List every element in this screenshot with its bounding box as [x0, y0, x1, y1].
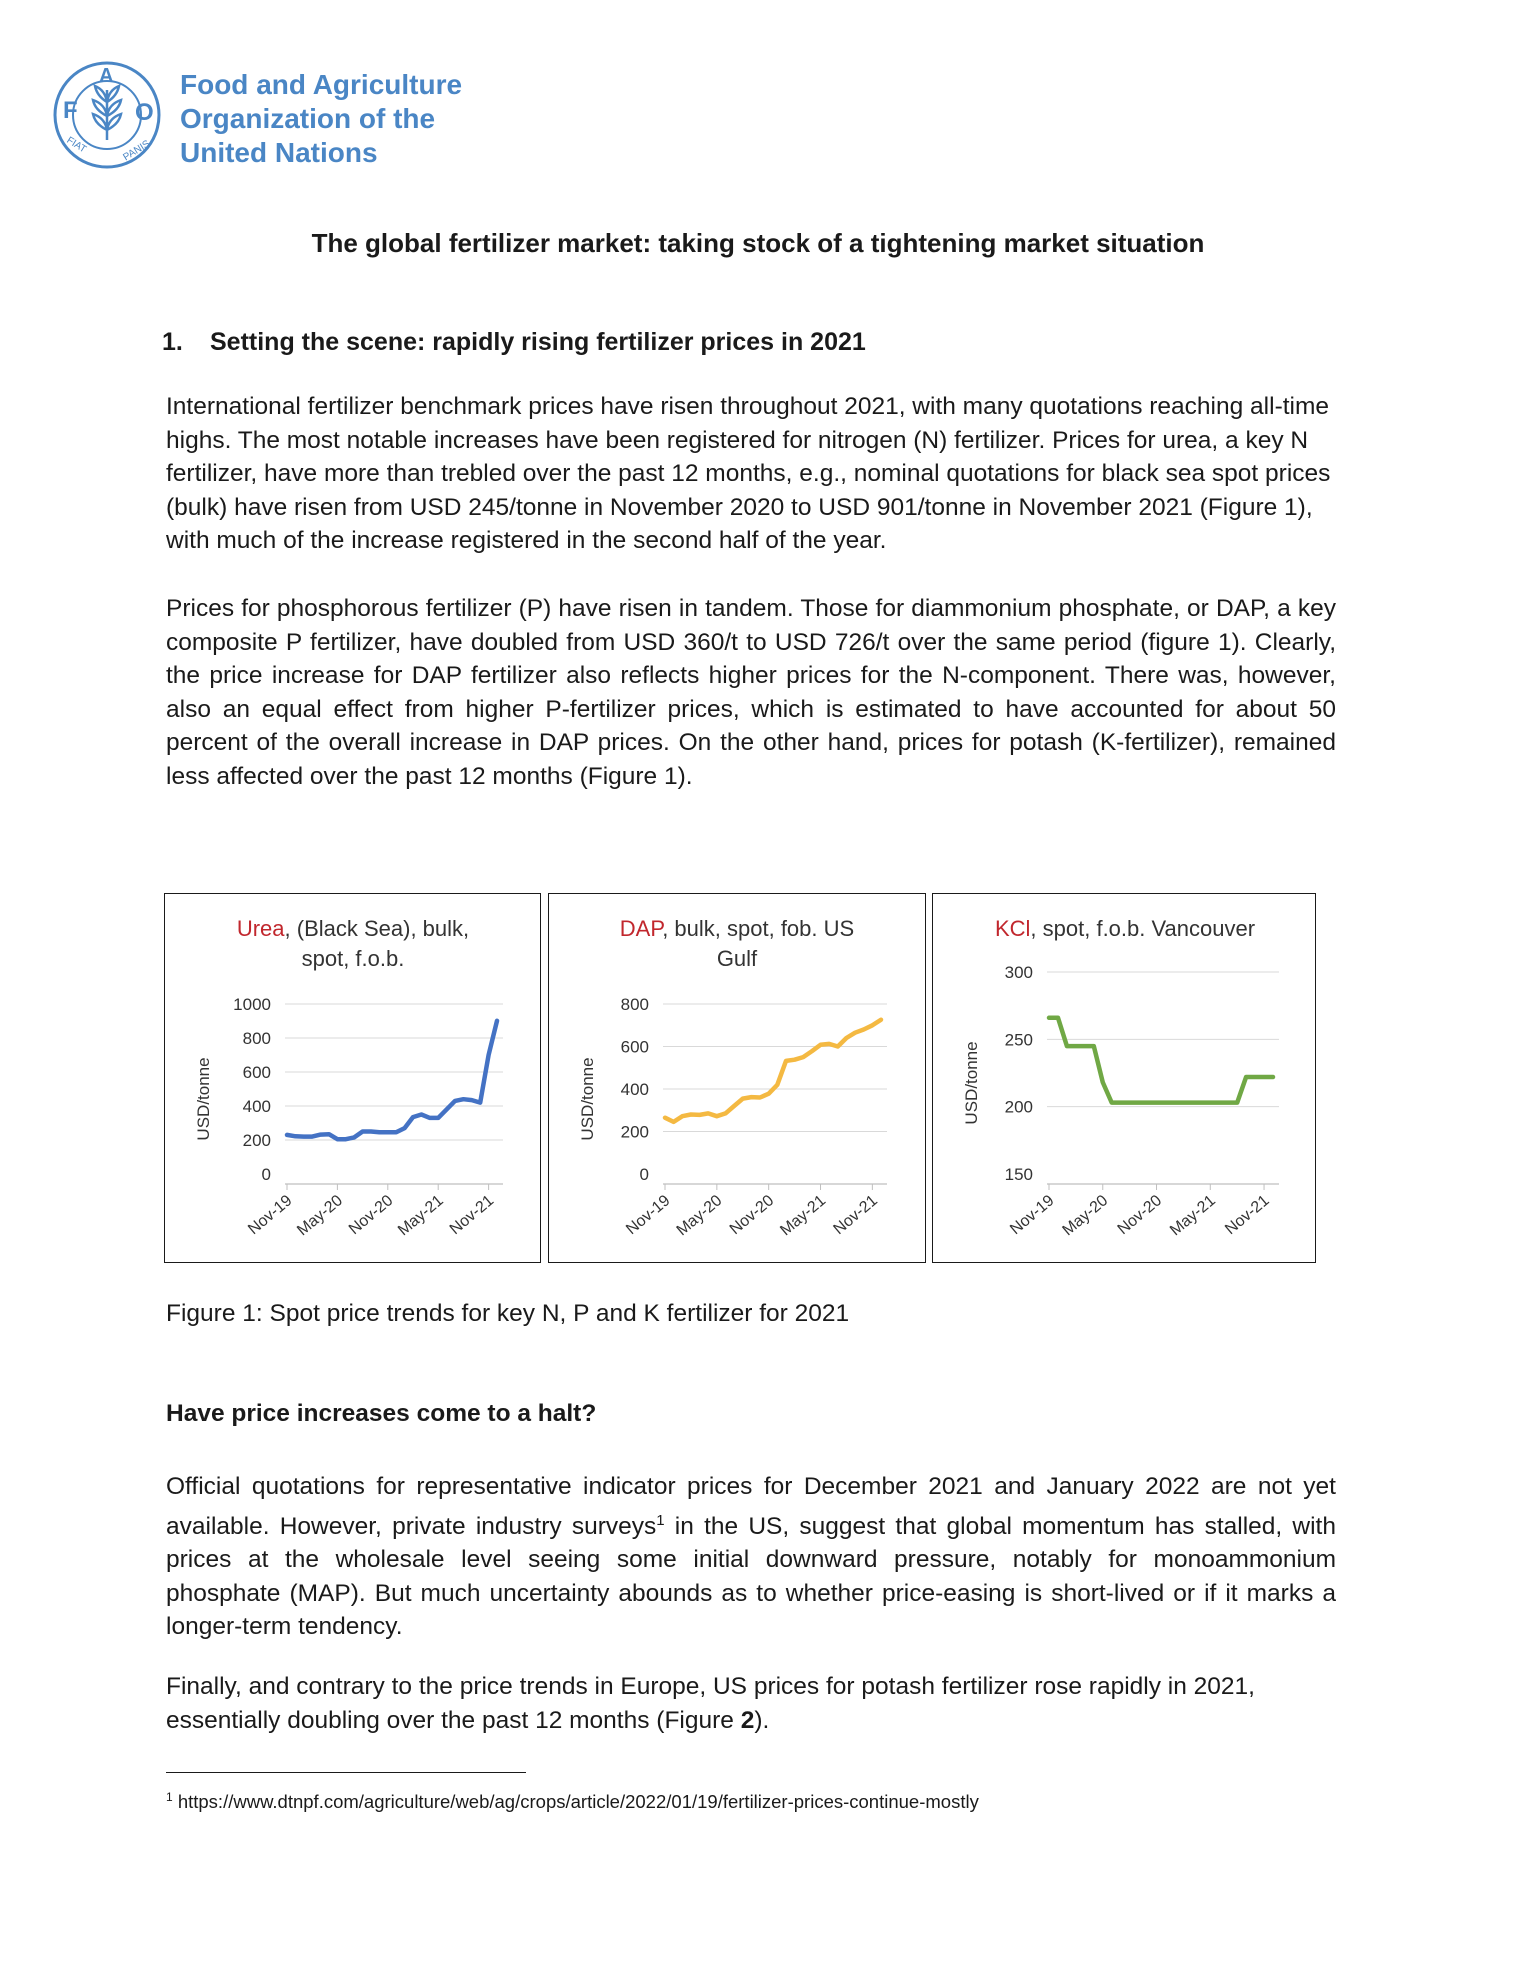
org-line: Food and Agriculture	[180, 69, 463, 100]
y-tick-label: 150	[1004, 1165, 1033, 1184]
dap-chart-panel	[548, 893, 926, 1263]
figure-reference: 2	[740, 1706, 755, 1734]
y-tick-label: 0	[261, 1165, 271, 1184]
footnote-link[interactable]: https://www.dtnpf.com/agriculture/web/ag/crops/article/2022/01/19/fertilizer-prices-continue-mostly	[177, 1791, 979, 1813]
logo-motto-panis: PANIS	[121, 138, 153, 164]
chart-title-highlight: KCl	[994, 916, 1031, 941]
series-line	[287, 1021, 497, 1139]
chart-title-rest: , spot, f.o.b. Vancouver	[1030, 916, 1256, 941]
paragraph-3-text-cont: in the US, suggest that global momentum has stalled, with prices at the wholesale level seeing some initial downward pressure, notably for monoammonium phosphate (MAP). But much uncertainty abounds as to whether price-easing is short-lived or if it marks a longer-term tendency.	[166, 1512, 1336, 1641]
org-line: United Nations	[180, 137, 378, 168]
y-axis-label: USD/tonne	[578, 1057, 597, 1141]
chart-title-highlight: Urea	[236, 916, 285, 941]
paragraph-4-end: ).	[754, 1706, 770, 1734]
y-tick-label: 400	[620, 1080, 649, 1099]
paragraph-3-text: Official quotations for representative indicator prices for December 2021 and January 2022 are not yet available. However, private industry surveys	[166, 1473, 1336, 1540]
x-tick-label: Nov-21	[446, 1192, 498, 1239]
urea-chart	[165, 894, 542, 1264]
x-tick-label: May-20	[673, 1192, 726, 1240]
chart-title-rest: , (Black Sea), bulk,	[284, 916, 470, 941]
section-heading-text: Setting the scene: rapidly rising fertilizer prices in 2021	[210, 328, 866, 356]
y-tick-label: 250	[1004, 1030, 1033, 1050]
chart-title	[995, 916, 1255, 941]
x-tick-label: May-20	[1059, 1192, 1112, 1240]
paragraph-3	[166, 1470, 1336, 1644]
x-tick-label: Nov-21	[1222, 1192, 1273, 1239]
paragraph-1: International fertilizer benchmark prices have risen throughout 2021, with many quotations reaching all-time highs. The most notable increases have been registered for nitrogen (N) fertilizer. Prices for urea, a key N fertilizer, have more than trebled over the past 12 months, e.g., nominal quotations for black sea spot prices (bulk) have risen from USD 245/tonne in November 2020 to USD 901/tonne in November 2021 (Figure 1), with much of the increase registered in the second half of the year.	[166, 393, 1331, 554]
organization-name	[180, 68, 462, 170]
chart-title-highlight: DAP	[619, 916, 663, 941]
x-tick-label: Nov-20	[1114, 1192, 1166, 1239]
y-tick-label: 800	[620, 995, 649, 1014]
figure-caption: Figure 1: Spot price trends for key N, P and K fertilizer for 2021	[166, 1300, 850, 1327]
y-axis-label: USD/tonne	[194, 1057, 213, 1141]
logo-letter-f: F	[63, 97, 78, 124]
fao-logo	[52, 60, 162, 170]
y-tick-label: 200	[1004, 1097, 1033, 1117]
y-tick-label: 0	[639, 1165, 649, 1184]
series-line	[665, 1020, 881, 1122]
y-tick-label: 600	[620, 1037, 649, 1057]
document-title: The global fertilizer market: taking stock of a tightening market situation	[311, 228, 1205, 258]
logo-motto-fiat: FIAT	[64, 134, 89, 156]
footnote	[166, 1790, 979, 1813]
x-tick-label: Nov-19	[623, 1192, 674, 1239]
x-tick-label: May-21	[777, 1192, 830, 1240]
footnote-divider	[166, 1772, 526, 1773]
y-tick-label: 800	[242, 1029, 271, 1048]
org-line: Organization of the	[180, 103, 436, 134]
logo-letter-a: A	[99, 65, 114, 87]
wheat-icon	[93, 86, 121, 140]
x-tick-label: Nov-19	[245, 1192, 296, 1239]
paragraph-2: Prices for phosphorous fertilizer (P) have risen in tandem. Those for diammonium phosphate, or DAP, a key composite P fertilizer, have doubled from USD 360/t to USD 726/t over the same period (figure 1). Clearly, the price increase for DAP fertilizer also reflects higher prices for the N-component. There was, however, also an equal effect from higher P-fertilizer prices, which is estimated to have accounted for about 50 percent of the overall increase in DAP prices. On the other hand, prices for potash (K-fertilizer), remained less affected over the past 12 months (Figure 1).	[166, 595, 1336, 790]
paragraph-4-text: Finally, and contrary to the price trends in Europe, US prices for potash fertilizer rose rapidly in 2021, essentially doubling over the past 12 months (Figure	[166, 1673, 1255, 1734]
y-tick-label: 200	[242, 1131, 271, 1150]
y-tick-label: 400	[242, 1097, 271, 1116]
footnote-mark: 1	[166, 1790, 173, 1804]
x-tick-label: Nov-19	[1007, 1192, 1058, 1239]
x-tick-label: May-21	[394, 1192, 447, 1240]
section-heading	[162, 328, 866, 357]
y-axis-label: USD/tonne	[962, 1041, 981, 1125]
chart-title	[237, 916, 469, 941]
footnote-reference[interactable]: 1	[656, 1511, 665, 1529]
kcl-chart-panel	[932, 893, 1316, 1263]
kcl-chart	[933, 894, 1317, 1264]
paragraph-4	[166, 1670, 1336, 1737]
x-tick-label: Nov-21	[830, 1192, 881, 1239]
x-tick-label: May-20	[294, 1192, 346, 1240]
chart-title	[620, 916, 854, 941]
y-tick-label: 200	[620, 1122, 649, 1142]
x-tick-label: Nov-20	[726, 1192, 778, 1239]
chart-title-line2: Gulf	[716, 946, 758, 971]
chart-title-rest: , bulk, spot, fob. US	[662, 916, 855, 941]
x-tick-label: May-21	[1167, 1192, 1219, 1240]
logo-letter-o: O	[135, 99, 154, 126]
urea-chart-panel	[164, 893, 541, 1263]
dap-chart	[549, 894, 927, 1264]
y-tick-label: 300	[1004, 963, 1033, 982]
x-tick-label: Nov-20	[345, 1192, 397, 1239]
section-number: 1.	[162, 328, 183, 356]
chart-title-line2: spot, f.o.b.	[301, 946, 405, 971]
series-line	[1049, 1018, 1273, 1103]
y-tick-label: 1000	[233, 995, 271, 1014]
y-tick-label: 600	[242, 1063, 271, 1082]
subheading: Have price increases come to a halt?	[166, 1400, 597, 1427]
